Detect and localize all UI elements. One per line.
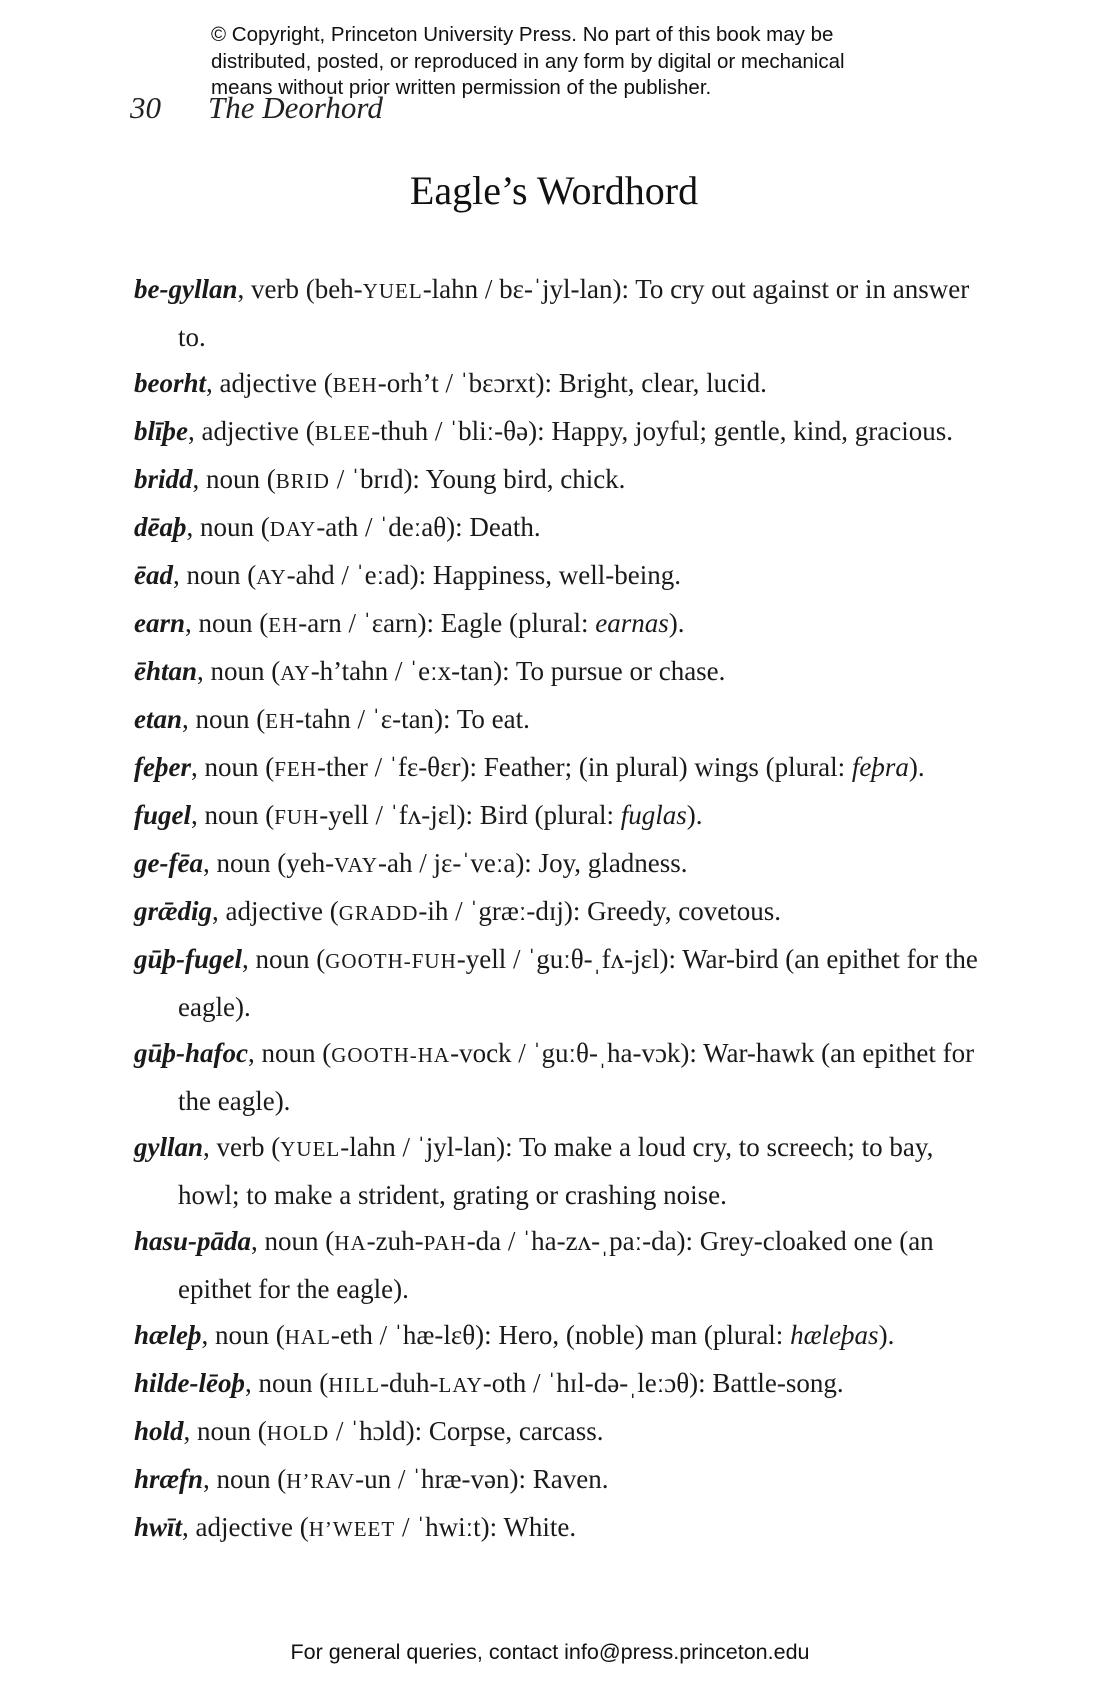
- glossary-entry: gūþ-fugel, noun (GOOTH-FUH-yell / ˈguːθ-ˌfʌ-jɛl): War-bird (an epithet for the eagle).: [134, 944, 978, 1022]
- headword: beorht: [134, 368, 207, 398]
- headword: hold: [134, 1416, 184, 1446]
- glossary-entry: be-gyllan, verb (beh-YUEL-lahn / bɛ-ˈjyl-lan): To cry out against or in answer to.: [134, 274, 970, 352]
- headword: grǣdig: [134, 896, 213, 926]
- glossary-entry: etan, noun (EH-tahn / ˈɛ-tan): To eat.: [134, 704, 530, 734]
- headword: hwīt: [134, 1512, 183, 1542]
- glossary-entry: beorht, adjective (BEH-orh’t / ˈbɛɔrxt): Bright, clear, lucid.: [134, 368, 767, 398]
- glossary-entry: hilde-lēoþ, noun (HILL-duh-LAY-oth / ˈhɪl-də-ˌleːɔθ): Battle-song.: [134, 1368, 844, 1398]
- headword: hæleþ: [134, 1320, 202, 1350]
- copyright-line-2: distributed, posted, or reproduced in any form by digital or mechanical: [211, 49, 845, 73]
- headword: ēad: [134, 560, 173, 590]
- headword: hilde-lēoþ: [134, 1368, 245, 1398]
- headword: bridd: [134, 464, 193, 494]
- headword: dēaþ: [134, 512, 187, 542]
- glossary-entry: fugel, noun (FUH-yell / ˈfʌ-jɛl): Bird (plural: fuglas).: [134, 800, 703, 830]
- glossary-entry: hasu-pāda, noun (HA-zuh-PAH-da / ˈha-zʌ-ˌpaː-da): Grey-cloaked one (an epithet for the eagle).: [134, 1226, 934, 1304]
- glossary-entry: hwīt, adjective (H’WEET / ˈhwiːt): White.: [134, 1512, 577, 1542]
- glossary-entry: hæleþ, noun (HAL-eth / ˈhæ-lɛθ): Hero, (noble) man (plural: hæleþas).: [134, 1320, 895, 1350]
- footer-contact: For general queries, contact info@press.princeton.edu: [290, 1640, 810, 1664]
- headword: ge-fēa: [134, 848, 203, 878]
- glossary-entry: ēhtan, noun (AY-h’tahn / ˈeːx-tan): To pursue or chase.: [134, 656, 726, 686]
- chapter-title: The Deorhord: [208, 90, 383, 125]
- glossary-entry: feþer, noun (FEH-ther / ˈfɛ-θɛr): Feather; (in plural) wings (plural: feþra).: [134, 752, 925, 782]
- headword: ēhtan: [134, 656, 198, 686]
- page-number: 30: [130, 90, 161, 125]
- headword: fugel: [134, 800, 191, 830]
- glossary-entry: ge-fēa, noun (yeh-VAY-ah / jɛ-ˈveːa): Joy, gladness.: [134, 848, 688, 878]
- glossary-entry: bridd, noun (BRID / ˈbrɪd): Young bird, chick.: [134, 464, 626, 494]
- headword: gūþ-fugel: [134, 944, 242, 974]
- copyright-line-3: means without prior written permission of the publisher.: [211, 76, 712, 99]
- copyright-line-1: © Copyright, Princeton University Press. No part of this book may be: [211, 23, 834, 46]
- glossary-entry: grǣdig, adjective (GRADD-ih / ˈgræː-dɪj): Greedy, covetous.: [134, 896, 782, 926]
- glossary-entry: hræfn, noun (H’RAV-un / ˈhræ-vən): Raven.: [134, 1464, 609, 1494]
- headword: gyllan: [134, 1132, 204, 1162]
- glossary-list: [134, 266, 980, 1552]
- glossary-entry: dēaþ, noun (DAY-ath / ˈdeːaθ): Death.: [134, 512, 541, 542]
- glossary-entry: earn, noun (EH-arn / ˈɛarn): Eagle (plural: earnas).: [134, 608, 685, 638]
- glossary-entry: ēad, noun (AY-ahd / ˈeːad): Happiness, well-being.: [134, 560, 682, 590]
- glossary-entry: gūþ-hafoc, noun (GOOTH-HA-vock / ˈguːθ-ˌha-vɔk): War-hawk (an epithet for the eagle).: [134, 1038, 975, 1116]
- headword: gūþ-hafoc: [134, 1038, 248, 1068]
- headword: earn: [134, 608, 186, 638]
- glossary-entry: blīþe, adjective (BLEE-thuh / ˈbliː-θə): Happy, joyful; gentle, kind, gracious.: [134, 416, 953, 446]
- headword: be-gyllan: [134, 274, 238, 304]
- headword: hræfn: [134, 1464, 204, 1494]
- glossary-entry: hold, noun (HOLD / ˈhɔld): Corpse, carcass.: [134, 1416, 604, 1446]
- headword: hasu-pāda: [134, 1226, 252, 1256]
- running-head: [130, 90, 383, 126]
- headword: feþer: [134, 752, 191, 782]
- glossary-entry: gyllan, verb (YUEL-lahn / ˈjyl-lan): To make a loud cry, to screech; to bay, howl; to make a strident, grating or crashing noise.: [134, 1132, 934, 1210]
- headword: etan: [134, 704, 183, 734]
- page-title: Eagle’s Wordhord: [409, 168, 699, 213]
- headword: blīþe: [134, 416, 188, 446]
